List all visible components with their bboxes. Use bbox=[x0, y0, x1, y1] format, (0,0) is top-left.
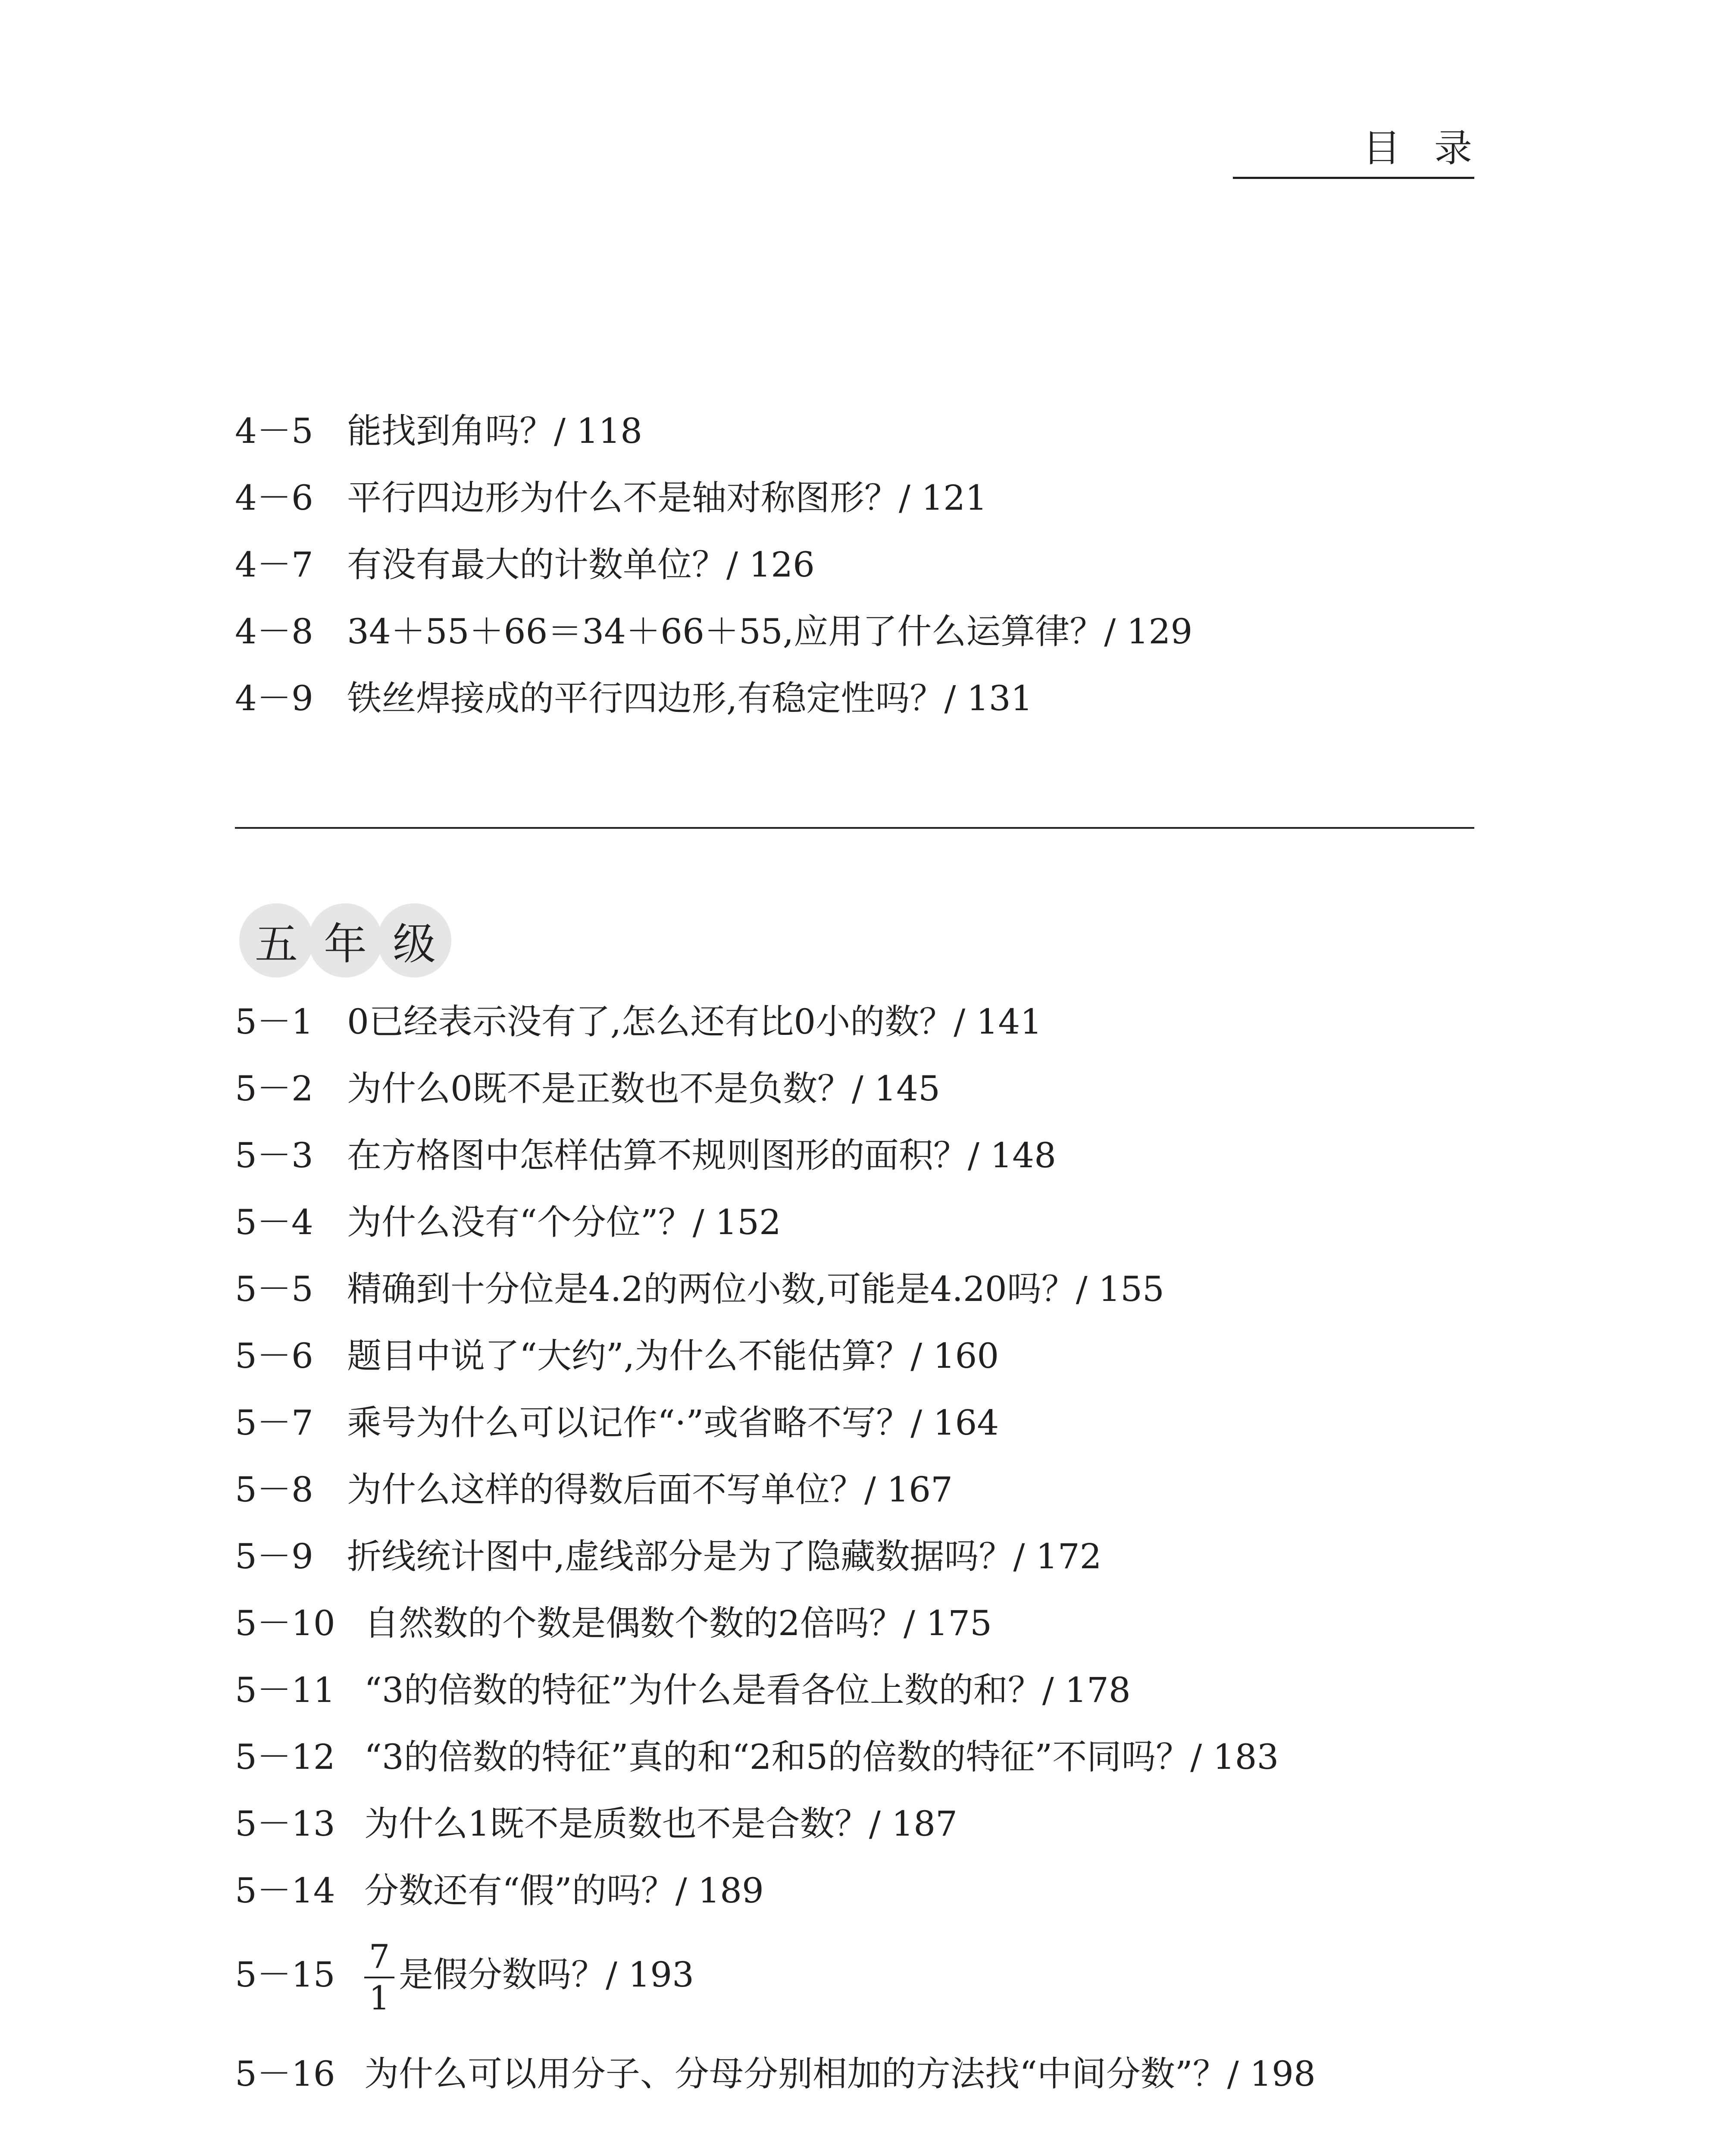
entry-number: 5－3 bbox=[235, 1135, 313, 1175]
entry-title: 乘号为什么可以记作“·”或省略不写？ bbox=[347, 1403, 911, 1443]
entry-title: 0已经表示没有了,怎么还有比0小的数？ bbox=[347, 1002, 954, 1042]
grade-heading bbox=[239, 903, 446, 978]
entry-page: / 148 bbox=[968, 1135, 1057, 1175]
entry-page: / 183 bbox=[1190, 1737, 1279, 1777]
entry-title: 为什么可以用分子、分母分别相加的方法找“中间分数”？ bbox=[364, 2054, 1227, 2094]
toc-entry[interactable] bbox=[235, 1135, 1057, 1175]
entry-page: / 198 bbox=[1227, 2054, 1316, 2094]
entry-title: “3的倍数的特征”真的和“2和5的倍数的特征”不同吗？ bbox=[364, 1737, 1191, 1777]
entry-title: 精确到十分位是4.2的两位小数,可能是4.20吗？ bbox=[347, 1269, 1076, 1309]
toc-entry[interactable] bbox=[235, 1670, 1131, 1710]
fraction bbox=[364, 1937, 394, 2017]
entry-number: 4－8 bbox=[235, 611, 313, 652]
entry-title: 自然数的个数是偶数个数的2倍吗？ bbox=[364, 1603, 904, 1643]
entry-title: 能找到角吗？ bbox=[347, 411, 554, 451]
toc-entry[interactable] bbox=[235, 611, 1193, 652]
entry-title: 题目中说了“大约”,为什么不能估算？ bbox=[347, 1336, 911, 1376]
entry-title: 为什么没有“个分位”？ bbox=[347, 1202, 693, 1242]
toc-entry[interactable] bbox=[235, 545, 815, 585]
entry-page: / 121 bbox=[899, 478, 988, 518]
toc-entry[interactable] bbox=[235, 1804, 957, 1844]
toc-entry[interactable] bbox=[235, 1336, 999, 1376]
entry-title: 是假分数吗？ bbox=[399, 1955, 606, 1995]
entry-number: 5－8 bbox=[235, 1470, 313, 1510]
entry-page: / 167 bbox=[864, 1470, 953, 1510]
entry-page: / 164 bbox=[910, 1403, 999, 1443]
toc-entry[interactable] bbox=[235, 678, 1033, 718]
entry-title: 平行四边形为什么不是轴对称图形？ bbox=[347, 478, 899, 518]
fraction-bar bbox=[364, 1977, 394, 1978]
entry-page: / 131 bbox=[944, 678, 1033, 718]
toc-entry[interactable] bbox=[235, 1603, 992, 1643]
entry-title: 有没有最大的计数单位？ bbox=[347, 545, 726, 585]
toc-entry[interactable] bbox=[235, 411, 643, 451]
entry-number: 5－4 bbox=[235, 1202, 313, 1242]
entry-page: / 145 bbox=[851, 1069, 940, 1109]
toc-entry[interactable] bbox=[235, 1871, 764, 1911]
entry-number: 5－6 bbox=[235, 1336, 313, 1376]
entry-page: / 193 bbox=[606, 1955, 694, 1995]
entry-number: 4－7 bbox=[235, 545, 313, 585]
fraction-denominator: 1 bbox=[369, 1979, 390, 2017]
toc-entry[interactable] bbox=[235, 1002, 1042, 1042]
toc-entry[interactable] bbox=[235, 1269, 1164, 1309]
entry-title: 折线统计图中,虚线部分是为了隐藏数据吗？ bbox=[347, 1536, 1013, 1576]
entry-number: 5－9 bbox=[235, 1536, 313, 1576]
toc-entry[interactable] bbox=[235, 478, 988, 518]
toc-entry[interactable] bbox=[235, 1470, 953, 1510]
entry-number: 5－16 bbox=[235, 2054, 335, 2094]
entry-page: / 187 bbox=[869, 1804, 957, 1844]
entry-number: 5－15 bbox=[235, 1955, 335, 1995]
section-divider bbox=[235, 827, 1474, 829]
entry-title: 为什么这样的得数后面不写单位？ bbox=[347, 1470, 864, 1510]
entry-page: / 172 bbox=[1013, 1536, 1102, 1576]
entry-number: 4－9 bbox=[235, 678, 313, 718]
entry-number: 5－7 bbox=[235, 1403, 313, 1443]
entry-page: / 160 bbox=[910, 1336, 999, 1376]
grade-char: 年 bbox=[308, 903, 382, 978]
entry-page: / 152 bbox=[692, 1202, 781, 1242]
toc-entry[interactable] bbox=[235, 1403, 999, 1443]
entry-title: 分数还有“假”的吗？ bbox=[364, 1871, 675, 1911]
entry-number: 5－13 bbox=[235, 1804, 335, 1844]
entry-number: 4－5 bbox=[235, 411, 313, 451]
entry-page: / 141 bbox=[954, 1002, 1042, 1042]
entry-page: / 129 bbox=[1104, 611, 1193, 652]
toc-entry[interactable] bbox=[235, 2054, 1316, 2094]
entry-number: 5－2 bbox=[235, 1069, 313, 1109]
toc-entry[interactable] bbox=[235, 1202, 781, 1242]
toc-entry[interactable] bbox=[235, 1737, 1279, 1777]
entry-title: 为什么1既不是质数也不是合数？ bbox=[364, 1804, 869, 1844]
entry-title: 为什么0既不是正数也不是负数？ bbox=[347, 1069, 852, 1109]
grade-char: 级 bbox=[377, 903, 451, 978]
fraction-numerator: 7 bbox=[369, 1937, 390, 1976]
entry-number: 5－11 bbox=[235, 1670, 335, 1710]
entry-page: / 175 bbox=[903, 1603, 992, 1643]
header-rule bbox=[1233, 177, 1474, 179]
entry-title: 在方格图中怎样估算不规则图形的面积？ bbox=[347, 1135, 968, 1175]
entry-title: “3的倍数的特征”为什么是看各位上数的和？ bbox=[364, 1670, 1042, 1710]
entry-number: 5－10 bbox=[235, 1603, 335, 1643]
entry-title: 铁丝焊接成的平行四边形,有稳定性吗？ bbox=[347, 678, 944, 718]
entry-number: 5－1 bbox=[235, 1002, 313, 1042]
toc-entry[interactable] bbox=[235, 1937, 694, 2017]
grade-char: 五 bbox=[239, 903, 313, 978]
running-header-title: 目录 bbox=[1362, 126, 1506, 170]
entry-page: / 178 bbox=[1042, 1670, 1131, 1710]
entry-page: / 126 bbox=[726, 545, 815, 585]
entry-page: / 155 bbox=[1076, 1269, 1164, 1309]
toc-entry[interactable] bbox=[235, 1069, 940, 1109]
entry-title: 34＋55＋66＝34＋66＋55,应用了什么运算律？ bbox=[347, 611, 1104, 652]
entry-number: 5－14 bbox=[235, 1871, 335, 1911]
entry-number: 4－6 bbox=[235, 478, 313, 518]
entry-number: 5－5 bbox=[235, 1269, 313, 1309]
toc-entry[interactable] bbox=[235, 1536, 1102, 1576]
entry-page: / 118 bbox=[554, 411, 643, 451]
entry-page: / 189 bbox=[675, 1871, 764, 1911]
entry-number: 5－12 bbox=[235, 1737, 335, 1777]
